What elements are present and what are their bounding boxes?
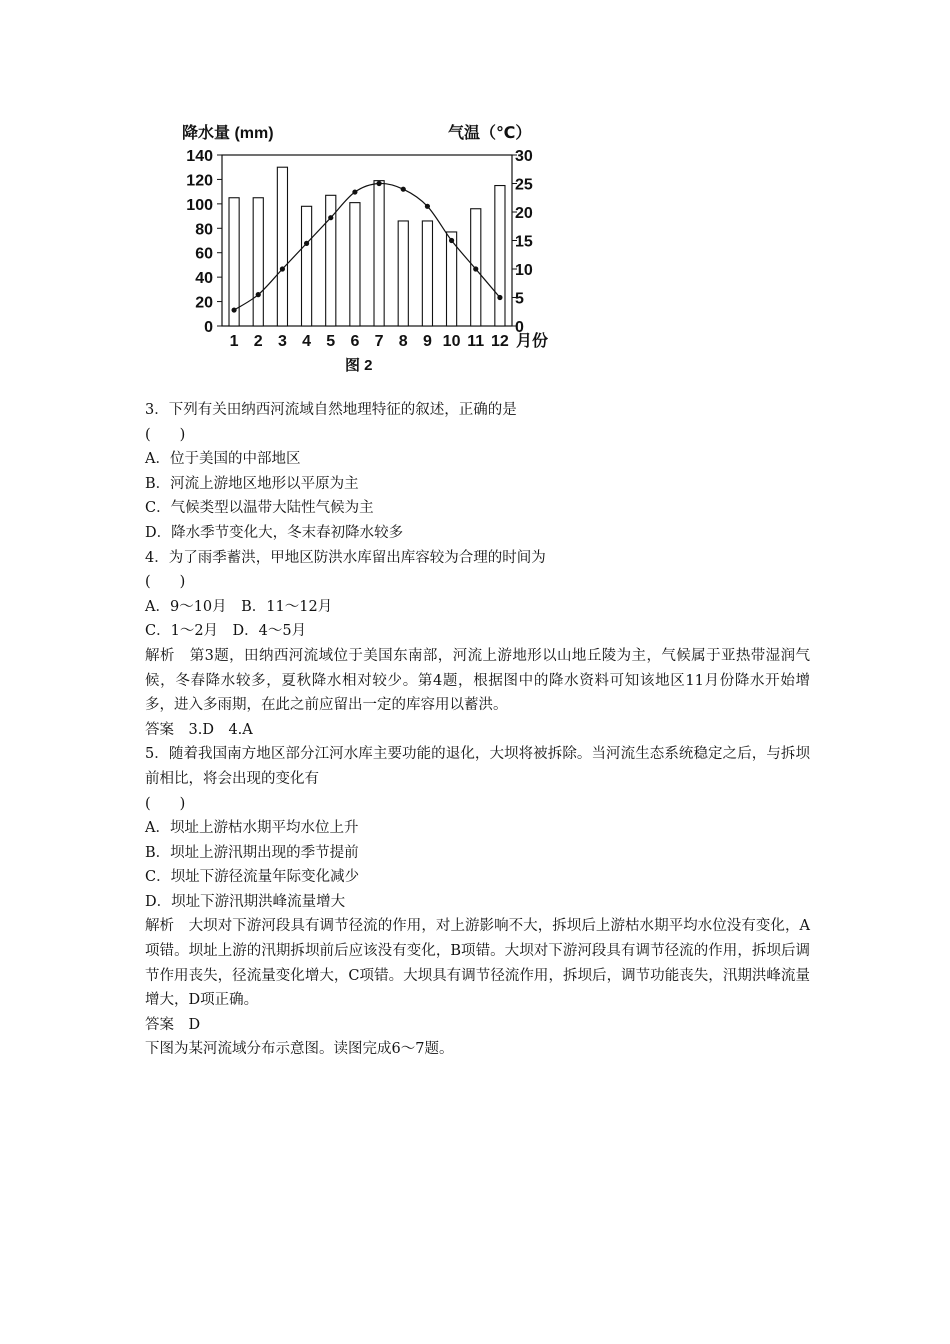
precipitation-bar (422, 221, 432, 326)
x-tick-label: 4 (302, 333, 312, 350)
q4-options-cd: C．1～2月 D．4～5月 (145, 623, 307, 640)
left-tick-label: 20 (195, 294, 213, 312)
x-tick-label: 1 (229, 333, 239, 350)
temperature-point (280, 266, 285, 271)
right-axis (512, 148, 533, 336)
answer-q5: 答案 D (145, 1016, 201, 1033)
left-axis (186, 148, 222, 336)
x-axis (230, 333, 509, 350)
precipitation-bar (229, 198, 239, 326)
left-axis-label: 降水量 (mm) (182, 125, 274, 142)
precipitation-bar (374, 181, 384, 326)
precipitation-bars (229, 167, 505, 326)
answer-q3-q4: 答案 3.D 4.A (145, 721, 253, 738)
q4-options-ab: A．9～10月 B．11～12月 (145, 598, 333, 615)
x-tick-label: 10 (442, 333, 461, 350)
precipitation-bar (350, 203, 360, 326)
left-tick-label: 120 (186, 172, 213, 190)
next-section-intro: 下图为某河流域分布示意图。读图完成6～7题。 (145, 1041, 454, 1058)
document-body (145, 398, 810, 1062)
q3-option-d: D．降水季节变化大，冬末春初降水较多 (145, 524, 404, 541)
q5-option-a: A．坝址上游枯水期平均水位上升 (145, 820, 359, 837)
precipitation-bar (447, 232, 457, 326)
right-tick-label: 20 (515, 205, 533, 222)
precipitation-bar (398, 221, 408, 326)
x-tick-label: 12 (491, 333, 509, 350)
left-tick-label: 60 (195, 245, 213, 263)
temperature-point (473, 266, 478, 271)
right-tick-label: 10 (515, 262, 533, 279)
left-tick-label: 100 (186, 196, 213, 214)
temperature-point (376, 181, 381, 186)
q5-paren: ( ) (145, 795, 186, 812)
x-axis-label: 月份 (516, 333, 549, 350)
temperature-line (234, 183, 500, 310)
climate-chart (180, 118, 560, 380)
precipitation-bar (302, 206, 312, 326)
x-tick-label: 6 (350, 333, 360, 350)
right-tick-label: 15 (515, 233, 533, 251)
temperature-point (304, 241, 309, 246)
analysis-q3-q4: 解析 第3题，田纳西河流域位于美国东南部，河流上游地形以山地丘陵为主，气候属于亚热带湿润气候，冬春降水较多，夏秋降水相对较少。第4题，根据图中的降水资料可知该地区11月份降水开始增多，进入多雨期，在此之前应留出一定的库容用以蓄洪。 (145, 647, 810, 714)
right-tick-label: 5 (515, 290, 524, 308)
precipitation-bar (277, 167, 287, 326)
temperature-point (425, 204, 430, 209)
temperature-point (256, 292, 261, 297)
plot-area (222, 155, 512, 326)
q3-option-b: B．河流上游地区地形以平原为主 (145, 475, 359, 492)
left-tick-label: 140 (186, 148, 213, 165)
precipitation-bar (495, 186, 505, 326)
temperature-points (231, 181, 502, 313)
analysis-q5: 解析 大坝对下游河段具有调节径流的作用，对上游影响不大，拆坝后上游枯水期平均水位没有变化，A项错。坝址上游的汛期拆坝前后应该没有变化，B项错。大坝对下游河段具有调节径流的作用，拆坝后调节作用丧失，径流量变化增大，C项错。大坝具有调节径流作用，拆坝后，调节功能丧失，汛期洪峰流量增大，D项正确。 (145, 918, 810, 1009)
x-tick-label: 9 (422, 333, 432, 350)
plot-frame (222, 155, 512, 326)
precipitation-bar (253, 198, 263, 326)
left-tick-label: 40 (195, 270, 213, 288)
temperature-point (401, 187, 406, 192)
x-tick-label: 7 (374, 333, 384, 350)
x-tick-label: 8 (398, 333, 408, 350)
q5-stem: 5．随着我国南方地区部分江河水库主要功能的退化，大坝将被拆除。当河流生态系统稳定之后，与拆坝前相比，将会出现的变化有 (145, 746, 810, 787)
q4-stem: 4．为了雨季蓄洪，甲地区防洪水库留出库容较为合理的时间为 (145, 549, 546, 566)
temperature-point (449, 238, 454, 243)
right-axis-label: 气温（℃） (448, 125, 532, 142)
left-tick-label: 0 (204, 319, 213, 336)
temperature-point (352, 189, 357, 194)
right-tick-label: 0 (515, 319, 524, 336)
q4-paren: ( ) (145, 574, 186, 591)
q5-option-c: C．坝址下游径流量年际变化减少 (145, 869, 360, 886)
q3-option-a: A．位于美国的中部地区 (145, 451, 301, 468)
x-tick-label: 2 (253, 333, 263, 350)
x-tick-label: 11 (467, 333, 485, 350)
right-tick-label: 25 (515, 176, 533, 194)
x-tick-label: 5 (326, 333, 336, 350)
temperature-point (497, 295, 502, 300)
x-tick-label: 3 (277, 333, 287, 350)
q3-paren: ( ) (145, 426, 186, 443)
q3-option-c: C．气候类型以温带大陆性气候为主 (145, 500, 374, 517)
temperature-point (328, 215, 333, 220)
chart-caption: 图 2 (345, 357, 373, 374)
right-tick-label: 30 (515, 148, 533, 165)
precipitation-bar (326, 195, 336, 326)
q5-option-b: B．坝址上游汛期出现的季节提前 (145, 844, 359, 861)
q3-stem: 3．下列有关田纳西河流域自然地理特征的叙述，正确的是 (145, 402, 517, 418)
temperature-point (231, 307, 236, 312)
q5-option-d: D．坝址下游汛期洪峰流量增大 (145, 893, 346, 910)
left-tick-label: 80 (195, 221, 213, 239)
